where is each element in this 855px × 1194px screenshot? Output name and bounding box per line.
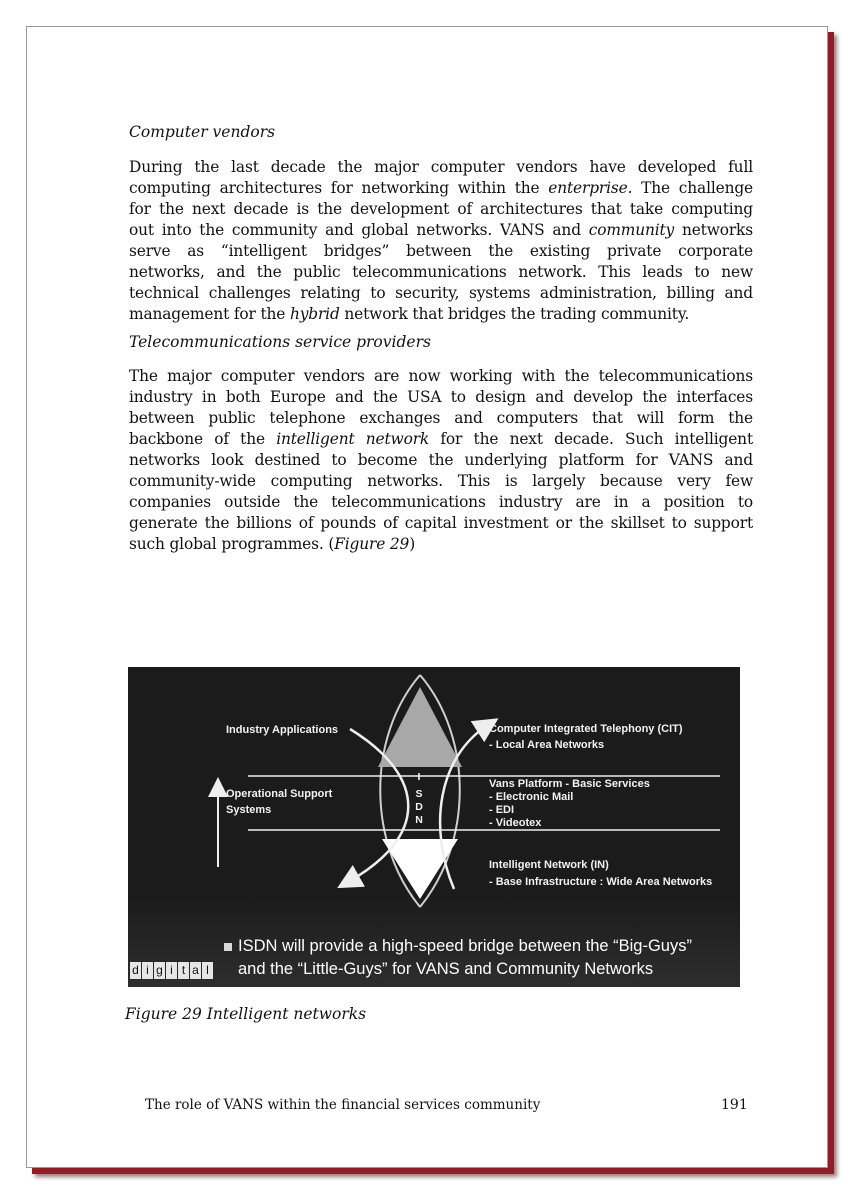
label-industry-applications: Industry Applications [226, 724, 339, 736]
figure-intelligent-networks [128, 667, 740, 987]
label-base-infrastructure: - Base Infrastructure : Wide Area Networks [489, 876, 713, 888]
logo-letter: d [130, 962, 141, 979]
logo-letter: t [178, 962, 189, 979]
label-vans-platform: Vans Platform - Basic Services [489, 778, 650, 790]
paragraph-telecom-providers [129, 366, 753, 555]
text-line: companies outside the telecommunications industry are in a position to [129, 493, 753, 511]
isdn-letter-n: N [415, 814, 423, 826]
text-line: backbone of the intelligent network for the next decade. Such intelligent [129, 430, 753, 448]
label-intelligent-network: Intelligent Network (IN) [489, 859, 609, 871]
text-line: community-wide computing networks. This is largely because very few [129, 472, 753, 490]
text-line: networks look destined to become the underlying platform for VANS and [129, 451, 753, 469]
text-line: serve as “intelligent bridges” between the existing private corporate [129, 242, 753, 260]
text-line: out into the community and global networks. VANS and community networks [129, 221, 753, 239]
logo-letter: i [142, 962, 153, 979]
text-line: computing architectures for networking within the enterprise. The challenge [129, 179, 753, 197]
section-heading-computer-vendors: Computer vendors [129, 123, 276, 141]
section-heading-telecom-providers: Telecommunications service providers [129, 333, 431, 351]
label-operational-support: Operational Support [226, 788, 333, 800]
text-line: such global programmes. (Figure 29) [129, 535, 416, 553]
figure-caption: Figure 29 Intelligent networks [125, 1005, 367, 1023]
text-line: technical challenges relating to security, systems administration, billing and [129, 284, 753, 302]
label-vans-edi: - EDI [489, 804, 515, 816]
logo-letter: a [190, 962, 201, 979]
paragraph-computer-vendors [129, 157, 753, 325]
page-number: 191 [721, 1097, 748, 1113]
isdn-letter-i: I [417, 771, 421, 783]
label-vans-videotex: - Videotex [489, 817, 542, 829]
text-line: management for the hybrid network that bridges the trading community. [129, 305, 690, 323]
label-cit-lan: - Local Area Networks [489, 739, 605, 751]
text-line: industry in both Europe and the USA to design and develop the interfaces [129, 388, 753, 406]
label-cit: Computer Integrated Telephony (CIT) [489, 723, 683, 735]
logo-letter: g [154, 962, 165, 979]
book-page [26, 26, 828, 1168]
text-line: between public telephone exchanges and computers that will form the [129, 409, 753, 427]
text-line: generate the billions of pounds of capital investment or the skillset to support [129, 514, 753, 532]
running-footer-title: The role of VANS within the financial services community [145, 1097, 541, 1113]
isdn-letter-s: S [415, 788, 423, 800]
isdn-letter-d: D [415, 801, 423, 813]
text-line: for the next decade is the development of architectures that take computing [129, 200, 753, 218]
digital-logo [130, 962, 213, 979]
bullet-square-icon [224, 943, 232, 951]
label-operational-systems: Systems [226, 804, 272, 816]
text-line: The major computer vendors are now working with the telecommunications [129, 367, 753, 385]
label-vans-email: - Electronic Mail [489, 791, 574, 803]
logo-letter: l [202, 962, 213, 979]
bullet-text-line-1: ISDN will provide a high-speed bridge between the “Big-Guys” [238, 937, 692, 955]
logo-letter: i [166, 962, 177, 979]
text-line: During the last decade the major computer vendors have developed full [129, 158, 753, 176]
text-line: networks, and the public telecommunications network. This leads to new [129, 263, 753, 281]
bullet-text-line-2: and the “Little-Guys” for VANS and Community Networks [238, 960, 654, 978]
